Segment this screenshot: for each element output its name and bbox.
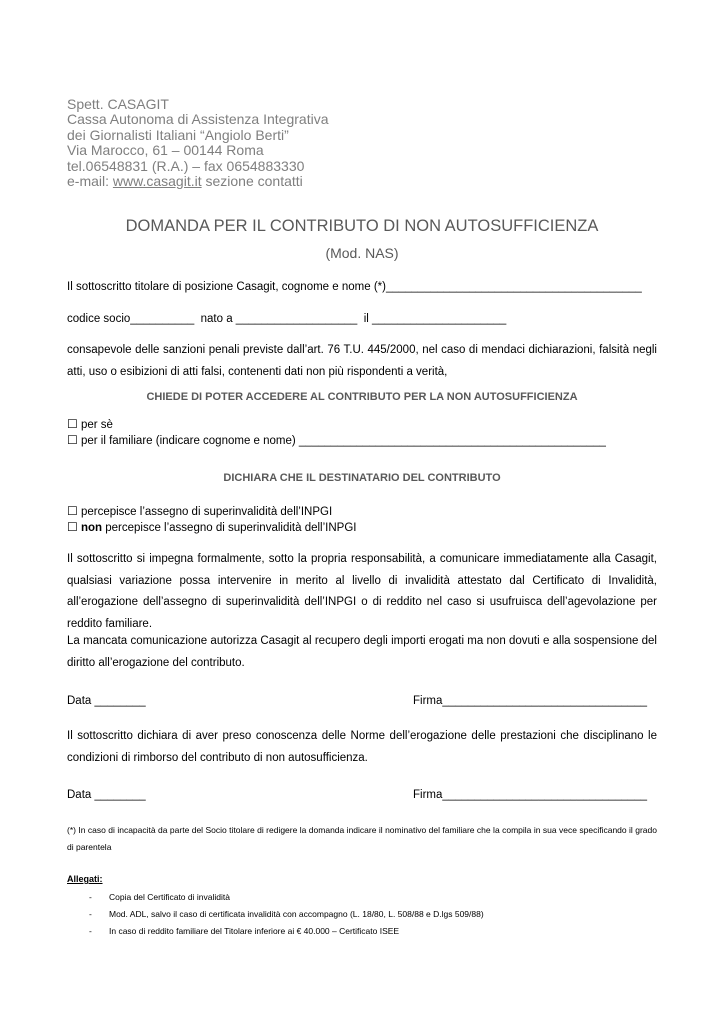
attachment-item: - In caso di reddito familiare del Titolare inferiore ai € 40.000 – Certificato ISEE <box>89 926 400 936</box>
request-heading: CHIEDE DI POTER ACCEDERE AL CONTRIBUTO PER LA NON AUTOSUFFICIENZA <box>146 391 578 403</box>
attachment-item: - Mod. ADL, salvo il caso di certificata invalidità con accompagno (L. 18/80, L. 508/88 e D.lgs 509/88) <box>89 909 484 919</box>
recovery-paragraph: La mancata comunicazione autorizza Casagit al recupero degli importi erogati ma non dovuti e alla sospensione del diritto all’erogazione del contributo. <box>67 635 657 669</box>
attachment-item: - Copia del Certificato di invalidità <box>89 892 230 902</box>
option-not-receives[interactable]: ☐ non percepisce l’assegno di superinvalidità dell’INPGI <box>67 520 357 534</box>
recipient-address <box>67 97 328 189</box>
address-line: Spett. CASAGIT <box>67 96 169 112</box>
address-line: Via Marocco, 61 – 00144 Roma <box>67 142 264 159</box>
document-title: DOMANDA PER IL CONTRIBUTO DI NON AUTOSUFFICIENZA <box>125 217 599 235</box>
acknowledgement-paragraph: Il sottoscritto dichiara di aver preso conoscenza delle Norme dell’erogazione delle prestazioni che disciplinano le condizioni di rimborso del contributo di non autosufficienza. <box>67 730 657 764</box>
email-line: e-mail: www.casagit.it sezione contatti <box>67 173 303 190</box>
signature-field[interactable]: Firma________________________________ <box>413 695 648 707</box>
footnote: (*) In caso di incapacità da parte del Socio titolare di redigere la domanda indicare il nominativo del familiare che la compila in sua vece specificando il grado di parentela <box>67 825 657 852</box>
website-link[interactable]: www.casagit.it <box>112 173 202 190</box>
declares-heading: DICHIARA CHE IL DESTINATARIO DEL CONTRIBUTO <box>223 472 501 484</box>
document-subtitle: (Mod. NAS) <box>325 245 399 261</box>
checkbox-icon[interactable]: ☐ <box>67 417 78 431</box>
signature-field[interactable]: Firma________________________________ <box>413 789 648 801</box>
option-self[interactable]: ☐ per sè <box>67 417 113 431</box>
option-receives[interactable]: ☐ percepisce l’assegno di superinvalidità dell’INPGI <box>67 504 333 518</box>
address-line: tel.06548831 (R.A.) – fax 0654883330 <box>67 157 305 174</box>
checkbox-icon[interactable]: ☐ <box>67 504 78 518</box>
checkbox-icon[interactable]: ☐ <box>67 520 78 534</box>
name-field-line[interactable]: Il sottoscritto titolare di posizione Casagit, cognome e nome (*)________________________________________ <box>67 281 642 293</box>
socio-field-line[interactable]: codice socio__________ nato a ___________________ il _____________________ <box>67 313 507 325</box>
address-line: dei Giornalisti Italiani “Angiolo Berti” <box>67 126 289 143</box>
checkbox-icon[interactable]: ☐ <box>67 433 78 447</box>
date-field[interactable]: Data ________ <box>67 789 146 801</box>
address-line: Cassa Autonoma di Assistenza Integrativa <box>67 111 329 128</box>
attachments-heading: Allegati: <box>67 874 103 884</box>
date-field[interactable]: Data ________ <box>67 695 146 707</box>
declaration-paragraph: consapevole delle sanzioni penali previste dall’art. 76 T.U. 445/2000, nel caso di mendaci dichiarazioni, falsità negli atti, uso o esibizioni di atti falsi, contenenti dati non più rispondenti a verità, <box>67 344 657 378</box>
commitment-paragraph: Il sottoscritto si impegna formalmente, sotto la propria responsabilità, a comunicare immediatamente alla Casagit, qualsiasi variazione possa intervenire in merito al livello di invalidità attestato dal Certificato di Invalidità, all’erogazione dell’assegno di superinvalidità dell’INPGI o di reddito nel caso si usufruisca dell’agevolazione per reddito familiare. <box>67 553 657 630</box>
option-family[interactable]: ☐ per il familiare (indicare cognome e nome) ________________________________________________ <box>67 433 606 447</box>
